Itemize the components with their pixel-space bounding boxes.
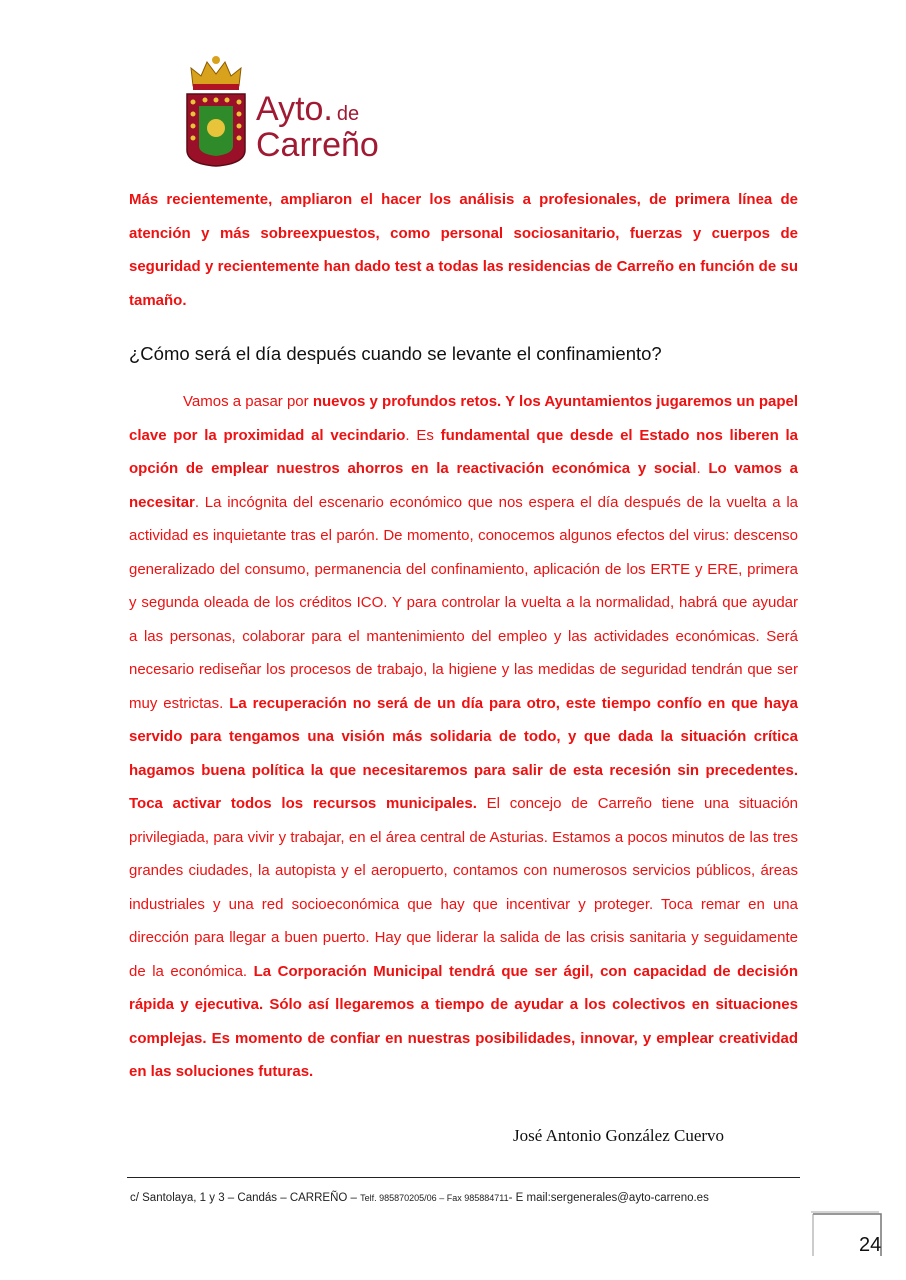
signature: José Antonio González Cuervo — [513, 1126, 725, 1145]
body-segment: . — [696, 460, 709, 477]
body-segment: . La incógnita del escenario económico que nos espera el día después de la vuelta a la actividad es inquietante tras el parón. De momento, conocemos algunos efectos del virus: descenso generalizado del consumo, permanencia del confinamiento, aplicación de los ERTE y ERE, primera y segunda oleada de los créditos ICO. Y para controlar la vuelta a la normalidad, habrá que ayudar a las personas, colaborar para el mantenimiento del empleo y las actividades económicas. Será necesario rediseñar los procesos de trabajo, la higiene y las medidas de seguridad tendrán que ser muy estrictas. — [129, 493, 798, 712]
body-segment: . Es — [405, 426, 441, 444]
body-segment-bold: Lo vamos a necesitar — [129, 460, 799, 511]
footer-address — [130, 1192, 709, 1204]
body-paragraph — [129, 385, 798, 1089]
coat-of-arms-icon — [183, 54, 249, 168]
page-number: 24 — [859, 1234, 882, 1256]
body-segment: Vamos a pasar por — [183, 393, 313, 410]
logo-line2: Carreño — [256, 126, 379, 164]
footer-email: - E mail:sergenerales@ayto-carreno.es — [508, 1192, 709, 1204]
logo-wordmark — [256, 92, 379, 162]
body-paragraph-block — [129, 385, 798, 1089]
body-segment-bold: La recuperación no será de un día para otro, este tiempo confío en que haya servido para tengamos una visión más solidaria de todo, y que dada la situación crítica hagamos buena política la que necesitaremos para salir de esta recesión sin precedentes. Toca activar todos los recursos municipales. — [129, 694, 798, 812]
section-heading: ¿Cómo será el día después cuando se levante el confinamiento? — [129, 343, 662, 364]
header-logo — [183, 54, 413, 172]
footer-address-text: c/ Santolaya, 1 y 3 – Candás – CARREÑO – — [130, 1192, 361, 1204]
body-segment: El concejo de Carreño tiene una situación privilegiada, para vivir y trabajar, en el área central de Asturias. Estamos a pocos minutos de las tres grandes ciudades, la autopista y el aeropuerto, contamos con numerosos servicios públicos, áreas industriales y una red socioeconómica que hay que incentivar y proteger. Toca remar en una dirección para llegar a buen puerto. Hay que liderar la salida de las crisis sanitaria y seguidamente de la económica. — [129, 795, 798, 980]
intro-paragraph-block — [129, 183, 798, 317]
footer-divider — [127, 1177, 800, 1178]
logo-line1: Ayto. — [256, 90, 333, 128]
body-segment-bold: nuevos y profundos retos. Y los Ayuntamientos jugaremos un papel clave por la proximidad al vecindario — [129, 393, 798, 444]
logo-de: de — [336, 103, 360, 125]
footer-phones: Telf. 985870205/06 – Fax 985884711 — [360, 1193, 509, 1203]
body-segment-bold: fundamental que desde el Estado nos liberen la opción de emplear nuestros ahorros en la reactivación económica y social — [129, 426, 799, 477]
body-segment-bold: La Corporación Municipal tendrá que ser ágil, con capacidad de decisión rápida y ejecutiva. Sólo así llegaremos a tiempo de ayudar a los colectivos en situaciones complejas. Es momento de confiar en nuestras posibilidades, innovar, y emplear creatividad en las soluciones futuras. — [129, 962, 798, 1080]
intro-paragraph: Más recientemente, ampliaron el hacer los análisis a profesionales, de primera línea de atención y más sobreexpuestos, como personal sociosanitario, fuerzas y cuerpos de seguridad y recientemente han dado test a todas las residencias de Carreño en función de su tamaño. — [129, 191, 798, 309]
